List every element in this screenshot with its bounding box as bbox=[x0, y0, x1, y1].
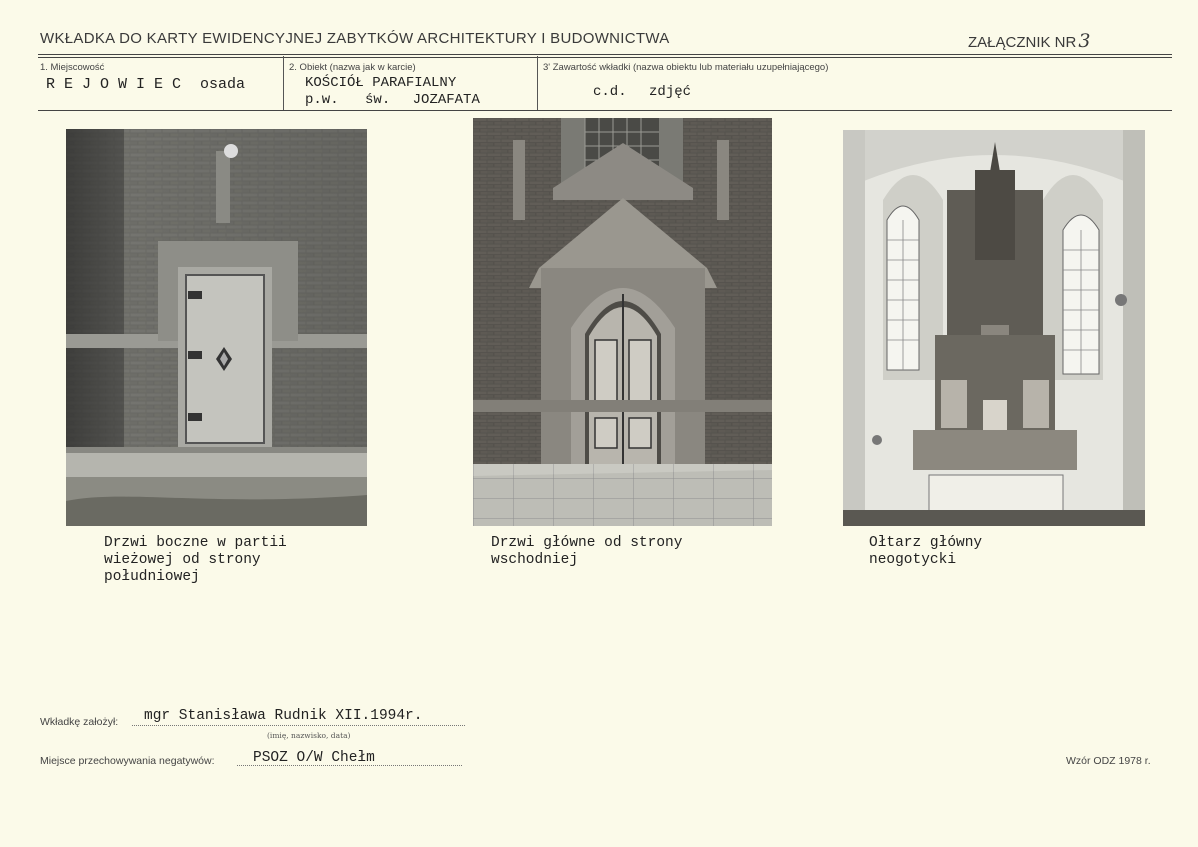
form-title: WKŁADKA DO KARTY EWIDENCYJNEJ ZABYTKÓW ARCHITEKTURY I BUDOWNICTWA bbox=[40, 30, 670, 47]
content-value bbox=[593, 84, 691, 100]
template-note: Wzór ODZ 1978 r. bbox=[1066, 755, 1151, 767]
field-divider-2 bbox=[537, 56, 538, 110]
header-rule-top bbox=[38, 54, 1172, 55]
founded-label: Wkładkę założył: bbox=[40, 716, 119, 728]
caption-side-door-line: Drzwi boczne w partii bbox=[104, 535, 287, 551]
photo-side-door bbox=[66, 129, 367, 526]
founded-note: (imię, nazwisko, data) bbox=[267, 731, 351, 740]
photo-main-altar bbox=[843, 130, 1145, 526]
header-rule-top-2 bbox=[38, 57, 1172, 58]
annex-label bbox=[968, 30, 1090, 52]
annex-number: 3 bbox=[1078, 30, 1091, 52]
main-altar-image bbox=[843, 130, 1145, 526]
object-value-line-1: KOŚCIÓŁ PARAFIALNY bbox=[305, 75, 457, 91]
caption-side-door-line: wieżowej od strony bbox=[104, 552, 261, 568]
founded-dotted-line bbox=[132, 725, 465, 726]
storage-dotted-line bbox=[237, 765, 462, 766]
field-divider-1 bbox=[283, 56, 284, 110]
place-value-type: osada bbox=[200, 76, 246, 93]
content-value-photos: zdjęć bbox=[649, 84, 692, 100]
caption-main-door-line: wschodniej bbox=[491, 552, 579, 568]
caption-main-door-line: Drzwi główne od strony bbox=[491, 535, 683, 551]
main-door-image bbox=[473, 118, 772, 526]
caption-main-altar-line: neogotycki bbox=[869, 552, 957, 568]
content-label: 3' Zawartość wkładki (nazwa obiektu lub materiału uzupełniającego) bbox=[543, 62, 829, 73]
object-saint-name: JOZAFATA bbox=[412, 92, 480, 108]
object-label: 2. Obiekt (nazwa jak w karcie) bbox=[289, 62, 416, 73]
caption-main-door bbox=[491, 535, 682, 569]
caption-main-altar bbox=[869, 535, 982, 569]
object-dedication: p.w. bbox=[305, 92, 339, 108]
content-value-cont: c.d. bbox=[593, 84, 627, 100]
place-value-name: R E J O W I E C bbox=[46, 76, 182, 93]
founded-value: mgr Stanisława Rudnik XII.1994r. bbox=[144, 708, 423, 724]
storage-label: Miejsce przechowywania negatywów: bbox=[40, 755, 215, 767]
storage-value: PSOZ O/W Chełm bbox=[253, 750, 375, 766]
place-value bbox=[46, 76, 245, 93]
caption-side-door bbox=[104, 535, 287, 586]
object-saint: św. bbox=[365, 92, 391, 108]
object-value-line-2 bbox=[305, 92, 480, 108]
caption-side-door-line: południowej bbox=[104, 569, 200, 585]
photo-main-door bbox=[473, 118, 772, 526]
side-door-image bbox=[66, 129, 367, 526]
header-rule-bottom bbox=[38, 110, 1172, 111]
caption-main-altar-line: Ołtarz główny bbox=[869, 535, 983, 551]
annex-label-text: ZAŁĄCZNIK NR bbox=[968, 34, 1077, 51]
place-label: 1. Miejscowość bbox=[40, 62, 105, 73]
